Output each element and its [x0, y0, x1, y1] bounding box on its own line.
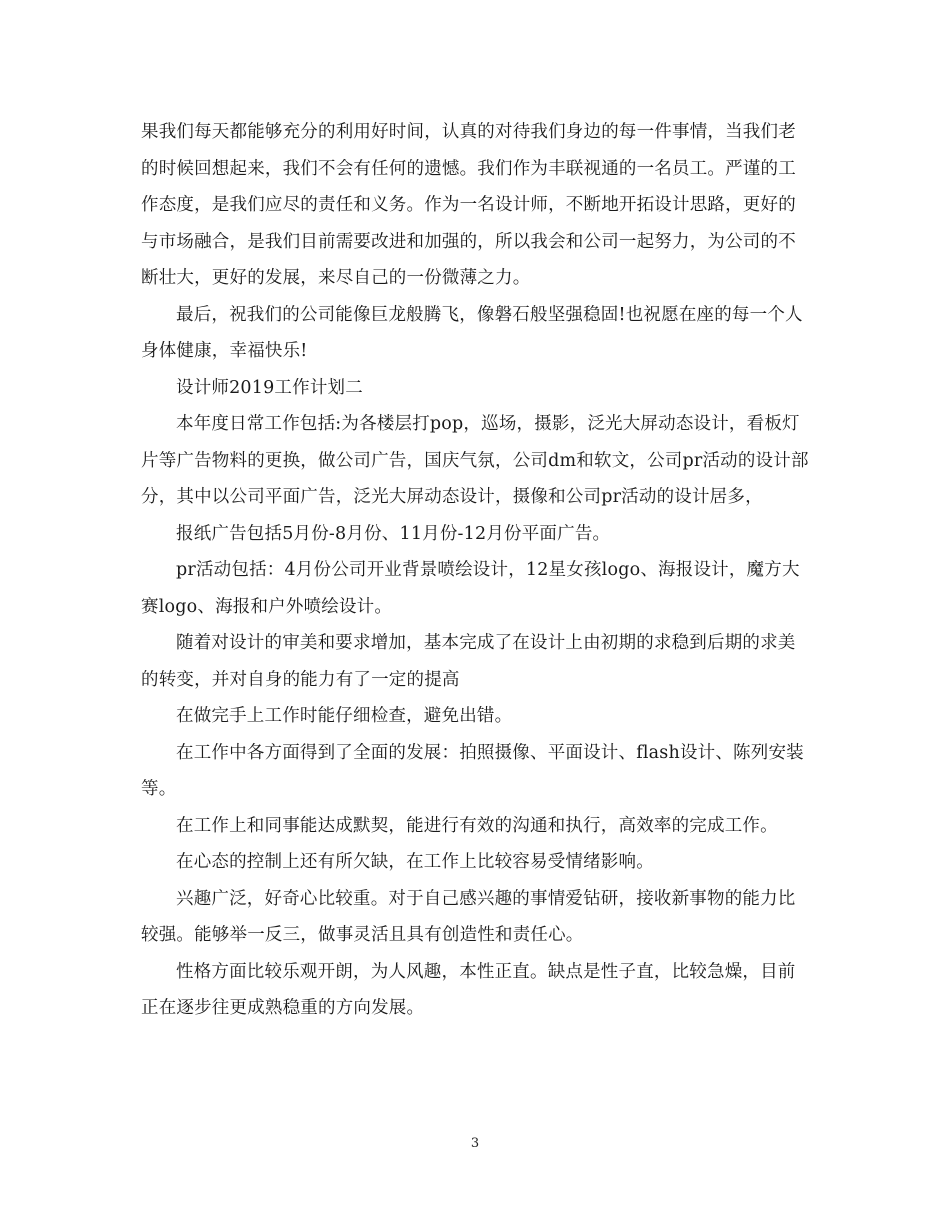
paragraph-personality: 性格方面比较乐观开朗，为人风趣，本性正直。缺点是性子直，比较急燥，目前正在逐步往更成熟稳重的方向发展。	[141, 961, 796, 1018]
paragraph-design-improvement: 随着对设计的审美和要求增加，基本完成了在设计上由初期的求稳到后期的求美的转变，并对自身的能力有了一定的提高	[141, 633, 796, 690]
paragraph-all-round-development: 在工作中各方面得到了全面的发展：拍照摄像、平面设计、flash设计、陈列安装等。	[141, 742, 804, 799]
paragraph-careful-check: 在做完手上工作时能仔细检查，避免出错。	[176, 706, 513, 726]
section-heading: 设计师2019工作计划二	[176, 377, 363, 398]
paragraph-mindset: 在心态的控制上还有所欠缺，在工作上比较容易受情绪影响。	[176, 852, 654, 872]
paragraph-continuation: 果我们每天都能够充分的利用好时间，认真的对待我们身边的每一件事情，当我们老的时候回想起来，我们不会有任何的遗憾。我们作为丰联视通的一名员工。严谨的工作态度，是我们应尽的责任和义务。作为一名设计师，不断地开拓设计思路，更好的与市场融合，是我们目前需要改进和加强的，所以我会和公司一起努力，为公司的不断壮大，更好的发展，来尽自己的一份微薄之力。	[141, 122, 796, 288]
document-body	[141, 114, 813, 1027]
paragraph-newspaper-ads: 报纸广告包括5月份-8月份、11月份-12月份平面广告。	[176, 523, 611, 544]
paragraph-closing-wishes: 最后，祝我们的公司能像巨龙般腾飞，像磐石般坚强稳固!也祝愿在座的每一个人身体健康，幸福快乐!	[141, 304, 803, 361]
paragraph-teamwork: 在工作上和同事能达成默契，能进行有效的沟通和执行，高效率的完成工作。	[176, 815, 778, 836]
paragraph-daily-work: 本年度日常工作包括:为各楼层打pop，巡场，摄影，泛光大屏动态设计，看板灯片等广告物料的更换，做公司广告，国庆气氛，公司dm和软文，公司pr活动的设计部分，其中以公司平面广告，泛光大屏动态设计，摄像和公司pr活动的设计居多，	[141, 414, 809, 507]
page-number: 3	[470, 1136, 480, 1151]
paragraph-interests: 兴趣广泛，好奇心比较重。对于自己感兴趣的事情爱钻研，接收新事物的能力比较强。能够举一反三，做事灵活且具有创造性和责任心。	[141, 888, 796, 945]
paragraph-pr-activities: pr活动包括：4月份公司开业背景喷绘设计，12星女孩logo、海报设计，魔方大赛logo、海报和户外喷绘设计。	[141, 560, 800, 617]
